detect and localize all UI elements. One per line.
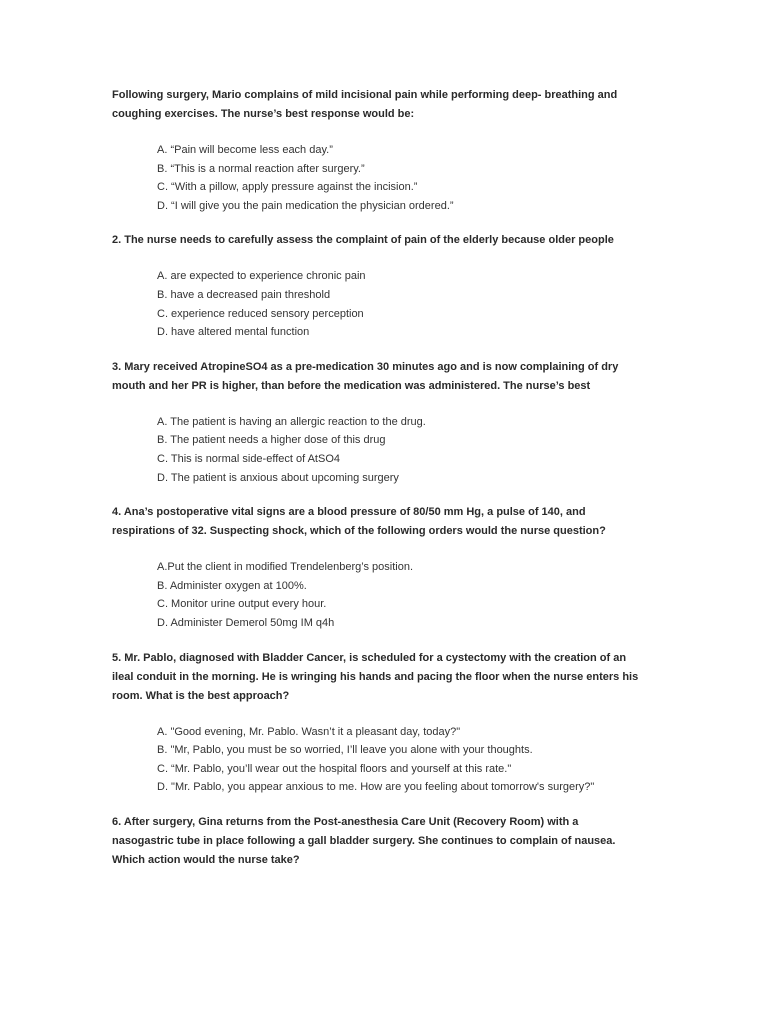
question-3 bbox=[112, 358, 642, 487]
answer-option-a: A. "Good evening, Mr. Pablo. Wasn’t it a pleasant day, today?" bbox=[157, 725, 461, 738]
question-stem: 5. Mr. Pablo, diagnosed with Bladder Cancer, is scheduled for a cystectomy with the creation of an ileal conduit in the morning. He is wringing his hands and pacing the floor when the nurse enters his room. What is the best approach? bbox=[112, 651, 639, 702]
answer-option-d: D. Administer Demerol 50mg IM q4h bbox=[157, 616, 335, 629]
answer-options bbox=[112, 141, 642, 215]
answer-option-d: D. The patient is anxious about upcoming surgery bbox=[157, 471, 399, 484]
answer-option-d: D. “I will give you the pain medication the physician ordered.” bbox=[157, 199, 454, 212]
answer-option-b: B. "Mr, Pablo, you must be so worried, I’ll leave you alone with your thoughts. bbox=[157, 744, 533, 757]
question-4 bbox=[112, 503, 642, 632]
answer-option-b: B. Administer oxygen at 100%. bbox=[157, 579, 307, 592]
answer-option-a: A. “Pain will become less each day.” bbox=[157, 144, 333, 156]
answer-options bbox=[112, 267, 642, 341]
answer-option-c: C. Monitor urine output every hour. bbox=[157, 598, 327, 611]
question-stem: 6. After surgery, Gina returns from the Post-anesthesia Care Unit (Recovery Room) with a nasogastric tube in place following a gall bladder surgery. She continues to complain of nausea. Which action would the nurse take? bbox=[112, 815, 616, 866]
question-1 bbox=[112, 86, 642, 215]
answer-option-b: B. have a decreased pain threshold bbox=[157, 288, 331, 301]
question-5 bbox=[112, 649, 642, 797]
answer-option-c: C. experience reduced sensory perception bbox=[157, 307, 364, 320]
answer-option-d: D. "Mr. Pablo, you appear anxious to me. How are you feeling about tomorrow's surgery?" bbox=[157, 781, 595, 794]
answer-option-a: A. are expected to experience chronic pain bbox=[157, 270, 366, 283]
question-stem: Following surgery, Mario complains of mild incisional pain while performing deep- breathing and coughing exercises. The nurse’s best response would be: bbox=[112, 89, 618, 120]
answer-options bbox=[112, 723, 642, 797]
answer-option-a: A. The patient is having an allergic reaction to the drug. bbox=[157, 415, 426, 428]
question-stem: 4. Ana’s postoperative vital signs are a blood pressure of 80/50 mm Hg, a pulse of 140, and respirations of 32. Suspecting shock, which of the following orders would the nurse question? bbox=[112, 506, 606, 538]
answer-option-b: B. “This is a normal reaction after surgery.” bbox=[157, 162, 365, 175]
question-6 bbox=[112, 813, 642, 870]
document-page bbox=[112, 86, 642, 870]
question-2 bbox=[112, 231, 642, 341]
answer-option-c: C. “With a pillow, apply pressure against the incision.” bbox=[157, 181, 418, 194]
answer-options bbox=[112, 558, 642, 632]
answer-option-d: D. have altered mental function bbox=[157, 326, 310, 339]
question-stem: 2. The nurse needs to carefully assess the complaint of pain of the elderly because older people bbox=[112, 234, 614, 247]
answer-option-c: C. This is normal side-effect of AtSO4 bbox=[157, 452, 341, 465]
answer-option-b: B. The patient needs a higher dose of this drug bbox=[157, 434, 386, 447]
answer-options bbox=[112, 413, 642, 487]
question-stem: 3. Mary received AtropineSO4 as a pre-medication 30 minutes ago and is now complaining of dry mouth and her PR is higher, than before the medication was administered. The nurse’s best bbox=[112, 360, 619, 392]
answer-option-c: C. “Mr. Pablo, you’ll wear out the hospital floors and yourself at this rate." bbox=[157, 762, 512, 775]
answer-option-a: A.Put the client in modified Trendelenberg’s position. bbox=[157, 561, 414, 574]
